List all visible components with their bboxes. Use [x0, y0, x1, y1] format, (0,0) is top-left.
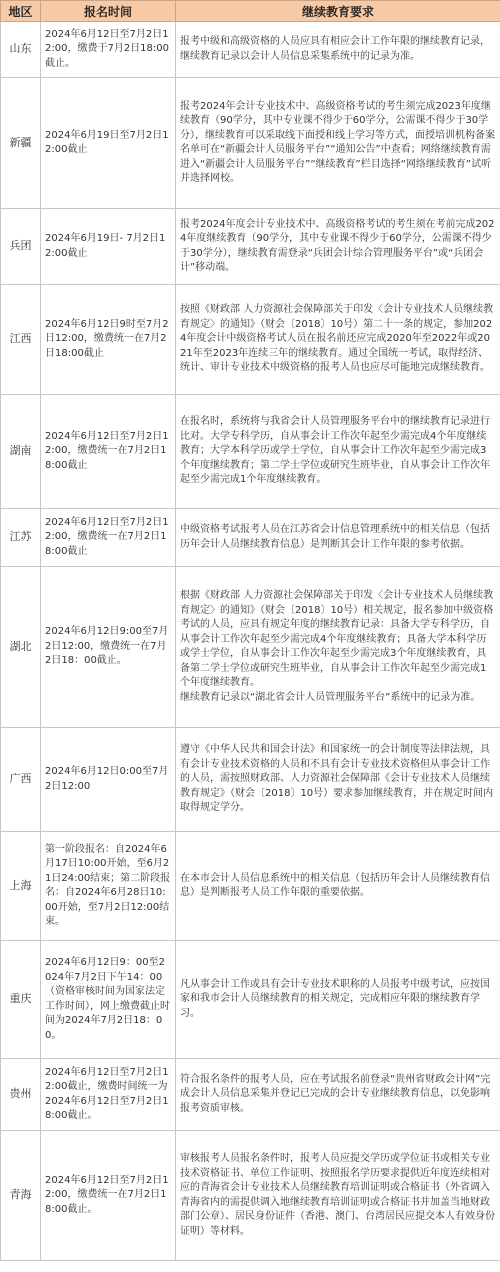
time-cell: 2024年6月19日- 7月2日12:00截止 — [41, 209, 176, 285]
region-cell: 湖北 — [1, 567, 41, 728]
requirement-cell — [176, 832, 500, 941]
requirement-text: 报考中级和高级资格的人员应具有相应会计工作年限的继续教育记录，继续教育记录以会计人员信息采集系统中的记录为准。 — [180, 36, 490, 62]
table-row — [1, 209, 500, 285]
region-cell: 新疆 — [1, 78, 41, 209]
requirement-text: 报考2024年度会计专业技术中、高级资格考试的考生须在考前完成2024年度继续教育（90学分，其中专业课不得少于60学分，公需课不得少于30学分），继续教育需登录“兵团会计综合管理服务平台”或“兵团会计”移动端。 — [180, 218, 495, 273]
requirement-text: 在本市会计人员信息系统中的相关信息（包括历年会计人员继续教育信息）是判断报考人员工作年限的重要依据。 — [180, 872, 490, 898]
requirement-text: 符合报名条件的报考人员，应在考试报名前登录“贵州省财政会计网”完成会计人员信息采集并登记已完成的会计专业继续教育信息，以免影响报考资质审核。 — [180, 1073, 491, 1114]
requirement-text: 中级资格考试报考人员在江苏省会计信息管理系统中的相关信息（包括历年会计人员继续教育信息）是判断其会计工作年限的参考依据。 — [180, 524, 490, 550]
region-cell: 青海 — [1, 1131, 41, 1261]
table-row — [1, 941, 500, 1059]
table-row — [1, 832, 500, 941]
table-header-row — [1, 1, 500, 22]
time-cell: 2024年6月12日至7月2日12:00截止，缴费时间统一为2024年6月12日至7月2日18:00截止。 — [41, 1059, 176, 1131]
table-row — [1, 509, 500, 567]
requirement-cell — [176, 567, 500, 728]
requirement-text: 凡从事会计工作或具有会计专业技术职称的人员报考中级考试，应按国家和我市会计人员继续教育的相关规定，完成相应年限的继续教育学习。 — [180, 978, 490, 1019]
region-cell: 江苏 — [1, 509, 41, 567]
header-requirement: 继续教育要求 — [176, 1, 500, 22]
table-row — [1, 1131, 500, 1261]
region-cell: 上海 — [1, 832, 41, 941]
header-time: 报名时间 — [41, 1, 176, 22]
time-cell: 2024年6月12日0:00至7月2日12:00 — [41, 728, 176, 832]
table-row — [1, 395, 500, 509]
time-cell: 2024年6月19日至7月2日12:00截止 — [41, 78, 176, 209]
requirement-text: 报考2024年会计专业技术中、高级资格考试的考生须完成2023年度继续教育（90学分，其中专业课不得少于60学分，公需课不得少于30学分），继续教育可以采取线下面授和线上学习等方式，面授培训机构备案名单可在“新疆会计人员服务平台”“通知公告”中查看；网络继续教育需进入“新疆会计人员服务平台”“继续教育”栏目选择“网络继续教育”试听并选择网校。 — [180, 100, 495, 184]
time-cell: 第一阶段报名：自2024年6月17日10:00开始，至6月21日24:00结束；第二阶段报名：自2024年6月28日10:00开始，至7月2日12:00结束。 — [41, 832, 176, 941]
table-row — [1, 1059, 500, 1131]
region-cell: 湖南 — [1, 395, 41, 509]
table-row — [1, 728, 500, 832]
time-cell: 2024年6月12日至7月2日12:00，缴费统一在7月2日18:00截止。 — [41, 1131, 176, 1261]
requirement-text: 审核报考人员报名条件时，报考人员应提交学历或学位证书或相关专业技术资格证书、单位工作证明、按照报名学历要求提供近年度连续相对应的青海省会计专业技术人员继续教育培训证明或合格证书（外省调入青海省内的需提供调入地继续教育培训证明或合格证书并加盖当地财政部门公章）、居民身份证件（香港、澳门、台湾居民应提交本人有效身份证明）等材料。 — [180, 1153, 495, 1237]
requirement-cell — [176, 209, 500, 285]
time-cell: 2024年6月12日9：00至2024年7月2日下午14：00（资格审核时间为国家法定工作时间），网上缴费截止时间为2024年7月2日18：00。 — [41, 941, 176, 1059]
table-row — [1, 78, 500, 209]
requirement-text: 根据《财政部 人力资源社会保障部关于印发〈会计专业技术人员继续教育规定〉的通知》（财会〔2018〕10号）相关规定，报名参加中级资格考试的人员，应具有规定年度的继续教育记录：具备大学专科学历，自从事会计工作次年起至少需完成4个年度继续教育；具备大学本科学历或学士学位，自从事会计工作次年起至少需完成3个年度继续教育，具备第二学士学位或研究生班毕业，自从事会计工作次年起至少需完成1个年度继续教育。 — [180, 590, 494, 688]
table-row — [1, 22, 500, 78]
header-region: 地区 — [1, 1, 41, 22]
region-cell: 山东 — [1, 22, 41, 78]
time-cell: 2024年6月12日至7月2日12:00，缴费统一在7月2日18:00截止 — [41, 509, 176, 567]
requirement-cell — [176, 728, 500, 832]
requirement-cell — [176, 1131, 500, 1261]
requirement-text: 按照《财政部 人力资源社会保障部关于印发〈会计专业技术人员继续教育规定〉的通知》（财会〔2018〕10号）第二十一条的规定，参加2024年度会计中级资格考试人员在报名前还应完成2020年至2022年或2021年至2023年连续三年的继续教育。通过全国统一考试，取得经济、统计、审计专业技术中级资格的报考人员也应尽可能地完成继续教育。 — [180, 304, 494, 374]
requirement-cell — [176, 1059, 500, 1131]
region-cell: 重庆 — [1, 941, 41, 1059]
region-cell: 贵州 — [1, 1059, 41, 1131]
region-cell: 兵团 — [1, 209, 41, 285]
time-cell: 2024年6月12日至7月2日12:00，缴费统一在7月2日18:00截止 — [41, 395, 176, 509]
time-cell: 2024年6月12日至7月2日12:00，缴费于7月2日18:00截止。 — [41, 22, 176, 78]
requirement-cell — [176, 285, 500, 395]
requirement-cell — [176, 941, 500, 1059]
time-cell: 2024年6月12日9时至7月2日12:00，缴费统一在7月2日18:00截止 — [41, 285, 176, 395]
time-cell: 2024年6月12日9:00至7月2日12:00，缴费统一在7月2日18：00截止。 — [41, 567, 176, 728]
requirement-text: 在报名时，系统将与我省会计人员管理服务平台中的继续教育记录进行比对。大学专科学历，自从事会计工作次年起至少需完成4个年度继续教育；大学本科学历或学士学位，自从事会计工作次年起至少需完成3个年度继续教育；第二学士学位或研究生班毕业，自从事会计工作次年起至少需完成1个年度继续教育。 — [180, 416, 490, 486]
requirement-cell — [176, 395, 500, 509]
requirement-text: 遵守《中华人民共和国会计法》和国家统一的会计制度等法律法规，具有会计专业技术资格的人员和不具有会计专业技术资格但从事会计工作的人员，需按照财政部、人力资源社会保障部《会计专业技术人员继续教育规定》（财会〔2018〕10号）要求参加继续教育，并在规定时间内取得规定学分。 — [180, 744, 494, 814]
table-row — [1, 285, 500, 395]
requirement-text: 继续教育记录以“湖北省会计人员管理服务平台”系统中的记录为准。 — [180, 691, 481, 703]
requirement-cell — [176, 509, 500, 567]
requirement-cell — [176, 22, 500, 78]
table-row — [1, 567, 500, 728]
region-cell: 广西 — [1, 728, 41, 832]
requirement-cell — [176, 78, 500, 209]
region-cell: 江西 — [1, 285, 41, 395]
